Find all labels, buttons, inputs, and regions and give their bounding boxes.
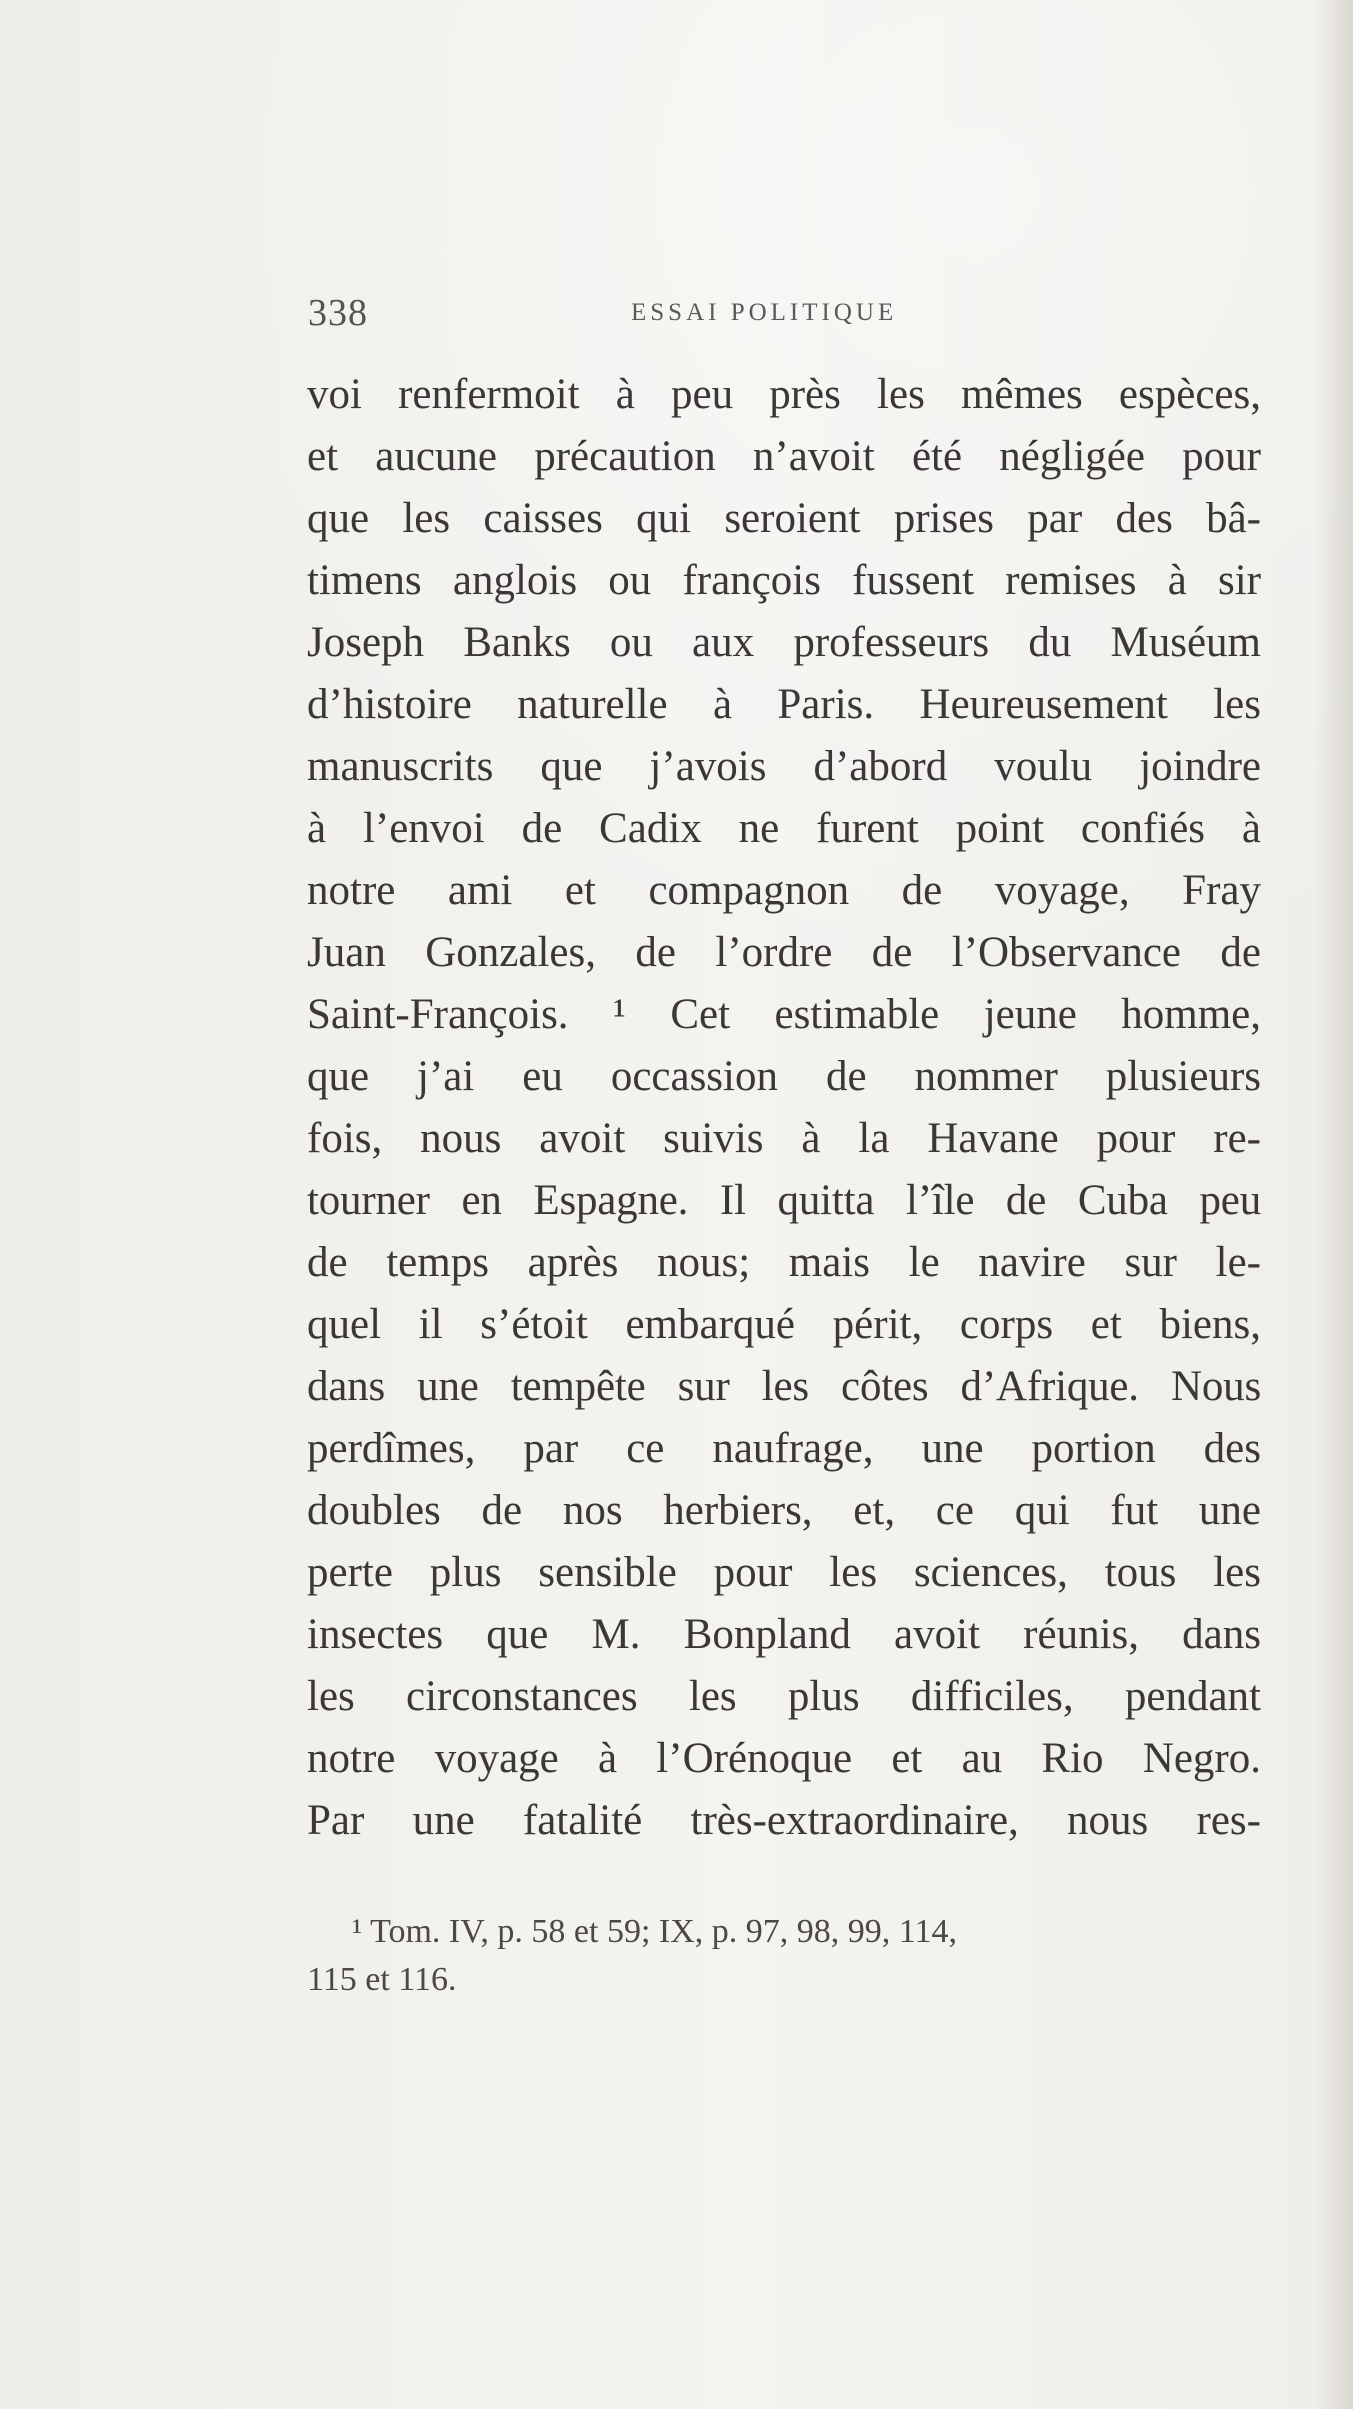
- text-line: Juan Gonzales, de l’ordre de l’Observance de: [307, 929, 1261, 976]
- text-line: dans une tempête sur les côtes d’Afrique. Nous: [307, 1363, 1261, 1410]
- text-line: Saint-François. ¹ Cet estimable jeune homme,: [307, 991, 1261, 1038]
- text-line: tourner en Espagne. Il quitta l’île de Cuba peu: [307, 1177, 1261, 1224]
- page-header: [308, 287, 1258, 339]
- text-line: Par une fatalité très-extraordinaire, nous res-: [307, 1797, 1261, 1844]
- text-line: quel il s’étoit embarqué périt, corps et biens,: [307, 1301, 1261, 1348]
- text-line: notre ami et compagnon de voyage, Fray: [307, 867, 1261, 914]
- footnote-line: 115 et 116.: [307, 1961, 457, 1998]
- page-number: 338: [308, 292, 368, 334]
- text-line: et aucune précaution n’avoit été négligée pour: [307, 433, 1261, 480]
- text-line: que j’ai eu occassion de nommer plusieurs: [307, 1053, 1261, 1100]
- text-line: doubles de nos herbiers, et, ce qui fut une: [307, 1487, 1261, 1534]
- text-line: d’histoire naturelle à Paris. Heureusement les: [307, 681, 1261, 728]
- text-line: insectes que M. Bonpland avoit réunis, dans: [307, 1611, 1261, 1658]
- text-line: de temps après nous; mais le navire sur le-: [307, 1239, 1261, 1286]
- text-line: manuscrits que j’avois d’abord voulu joindre: [307, 743, 1261, 790]
- text-line: à l’envoi de Cadix ne furent point confiés à: [307, 805, 1261, 852]
- text-line: perte plus sensible pour les sciences, tous les: [307, 1549, 1261, 1596]
- text-line: timens anglois ou françois fussent remises à sir: [307, 557, 1261, 604]
- text-line: perdîmes, par ce naufrage, une portion des: [307, 1425, 1261, 1472]
- footnote-line: ¹ Tom. IV, p. 58 et 59; IX, p. 97, 98, 99, 114,: [352, 1913, 958, 1950]
- text-line: Joseph Banks ou aux professeurs du Muséum: [307, 619, 1261, 666]
- text-line: fois, nous avoit suivis à la Havane pour re-: [307, 1115, 1261, 1162]
- running-head: ESSAI POLITIQUE: [631, 299, 898, 326]
- body-text: [307, 364, 1261, 1852]
- text-line: notre voyage à l’Orénoque et au Rio Negro.: [307, 1735, 1261, 1782]
- page-edge-shadow: [1315, 0, 1353, 2409]
- footnote: [307, 1908, 1267, 2004]
- text-line: les circonstances les plus difficiles, pendant: [307, 1673, 1261, 1720]
- text-line: voi renfermoit à peu près les mêmes espèces,: [307, 371, 1261, 418]
- text-line: que les caisses qui seroient prises par des bâ-: [307, 495, 1261, 542]
